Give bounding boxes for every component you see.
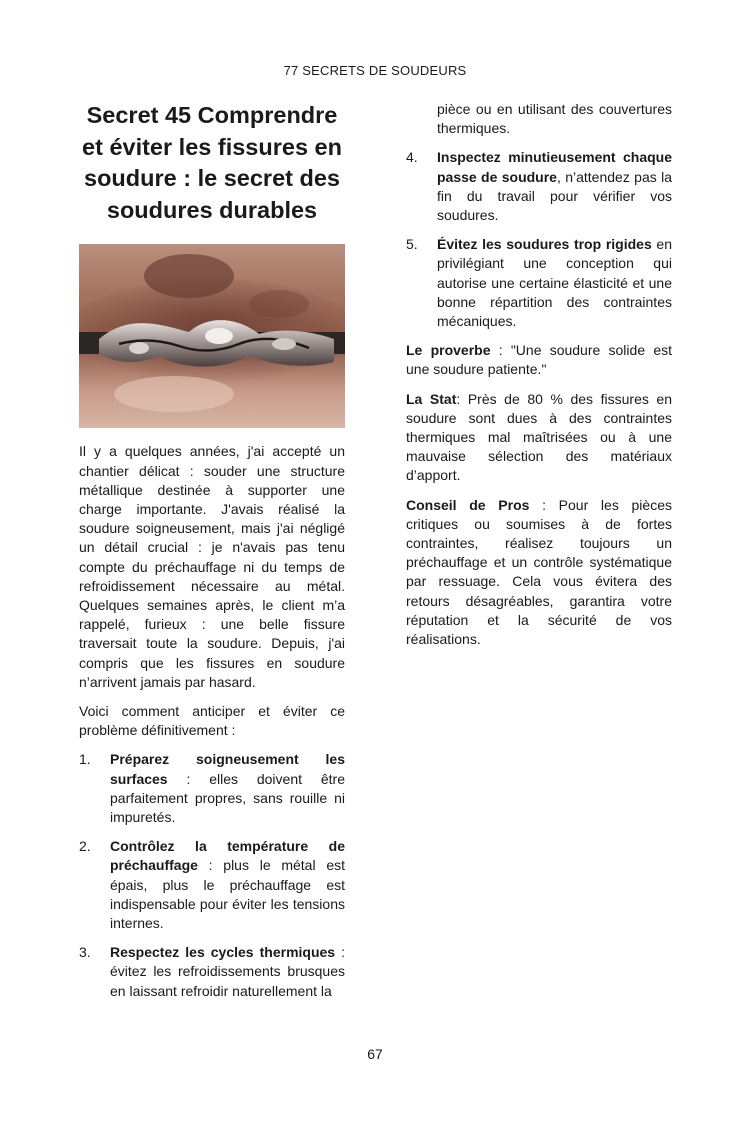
step-heading: Évitez les soudures trop rigides <box>437 236 652 253</box>
proverb-paragraph <box>406 341 672 379</box>
step-text: en privilégiant une conception qui autorise une certaine élasticité et une bonne répartition des contraintes mécaniques. <box>437 236 672 330</box>
steps-list-left <box>79 750 345 1000</box>
step-text: : plus le métal est épais, plus le préchauffage est indispensable pour éviter les tensions internes. <box>110 857 345 932</box>
list-item <box>79 943 345 1001</box>
stat-text: : Près de 80 % des fissures en soudure sont dues à des contraintes thermiques mal maîtrisées ou à une mauvaise sélection des matériaux d’apport. <box>406 390 672 484</box>
step-heading: Inspectez minutieusement chaque passe de soudure <box>437 149 672 185</box>
pro-tip-label: Conseil de Pros <box>406 496 530 513</box>
step-text: , n’attendez pas la fin du travail pour vérifier vos soudures. <box>437 168 672 224</box>
step-continuation: pièce ou en utilisant des couvertures thermiques. <box>437 101 672 137</box>
step-heading: Respectez les cycles thermiques <box>110 944 336 961</box>
list-item <box>79 837 345 933</box>
list-item <box>406 235 672 331</box>
left-column <box>79 100 345 1011</box>
step-number: 4. <box>406 149 418 166</box>
lead-in-paragraph: Voici comment anticiper et éviter ce problème définitivement : <box>79 703 345 739</box>
step-text: : elles doivent être parfaitement propres, sans rouille ni impuretés. <box>110 770 345 826</box>
step-number: 3. <box>79 944 91 961</box>
step-number: 5. <box>406 236 418 253</box>
page-number: 67 <box>367 1046 383 1062</box>
running-head: 77 SECRETS DE SOUDEURS <box>283 63 467 78</box>
step-heading: Préparez soigneusement les surfaces <box>110 751 345 787</box>
steps-list-right <box>406 148 672 331</box>
stat-label: La Stat <box>406 390 457 407</box>
pro-tip-text: : Pour les pièces critiques ou soumises à de fortes contraintes, réalisez toujours un préchauffage et un contrôle systématique par ressuage. Cela vous évitera des retours désagréables, garantira votre réputation et la sécurité de vos réalisations. <box>406 496 672 648</box>
intro-paragraph: Il y a quelques années, j'ai accepté un chantier délicat : souder une structure métallique destinée à supporter une charge importante. J'avais réalisé la soudure soigneusement, mais j'ai négligé un détail crucial : je n'avais pas tenu compte du préchauffage ni du temps de refroidissement nécessaire au métal. Quelques semaines après, le client m’a rappelé, furieux : une belle fissure traversait toute la soudure. Depuis, j'ai compris que les fissures en soudure n’arrivent jamais par hasard. <box>79 443 345 690</box>
step-number: 2. <box>79 838 91 855</box>
page-title: Secret 45 Comprendre et éviter les fissures en soudure : le secret des soudures durables <box>82 102 342 223</box>
proverb-label: Le proverbe <box>406 342 491 359</box>
weld-crack-photo <box>79 244 345 428</box>
list-item <box>406 148 672 225</box>
proverb-text: : "Une soudure solide est une soudure patiente." <box>406 342 673 378</box>
step-heading: Contrôlez la température de préchauffage <box>110 838 345 874</box>
right-column <box>406 100 672 659</box>
pro-tip-paragraph <box>406 496 672 650</box>
step-text: : évitez les refroidissements brusques en laissant refroidir naturellement la <box>110 944 345 999</box>
stat-paragraph <box>406 390 672 486</box>
step-number: 1. <box>79 751 91 768</box>
list-item <box>79 750 345 827</box>
